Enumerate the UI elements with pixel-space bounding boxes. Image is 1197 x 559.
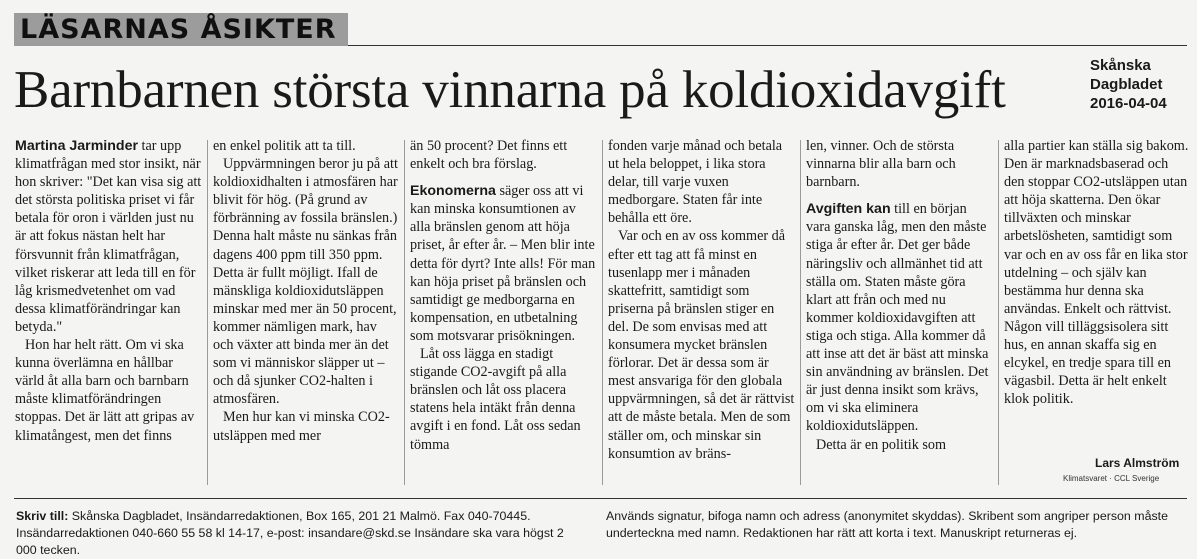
article-column-5 [806,137,994,454]
paragraph [410,345,598,454]
lead-in: Ekonomerna [410,183,496,200]
column-divider [404,140,405,485]
paragraph-text: Uppvärmningen beror ju på att koldioxidhalten i atmosfären har blivit för hög. (På grund av förbränning av fossila bränslen.) Denna halt måste nu sänkas från dagens 400 ppm till 350 ppm. Detta är fullt möjligt. Ifall de mänskliga koldioxidutsläppen minskar med mer än 50 procent, kommer nämligen mark, hav och växter att binda mer än det som vi människor släpper ut – och då sjunker CO2-halten i atmosfären. [213,156,398,408]
column-divider [207,140,208,485]
paragraph [806,200,994,435]
paragraph-text: Men hur kan vi minska CO2-utsläppen med mer [213,409,390,444]
paragraph [1004,137,1190,408]
paragraph [608,137,796,227]
paragraph-text: än 50 procent? Det finns ett enkelt och bra förslag. [410,138,568,173]
lead-in: Martina Jarminder [15,138,138,154]
paragraph [806,137,994,191]
article-column-3 [410,137,598,454]
paragraph [213,155,400,408]
paragraph [213,137,400,155]
footer-label: Skriv till: [16,509,69,523]
headline: Barnbarnen största vinnarna på koldioxidavgift [14,61,1006,119]
paper-name-line1: Skånska [1090,57,1151,74]
lead-in: Avgiften kan [806,201,891,218]
paper-name-line2: Dagbladet [1090,76,1163,93]
paragraph-text: Var och en av oss kommer då efter ett tag att få minst en tusenlapp mer i månaden skattefritt, samtidigt som priserna på bränslen stiger en del. De som envisas med att konsumera mycket bränslen förlorar. Det är dessa som är mest ansvariga för den globala uppvärmningen, så det är rättvist att de måste betala. Men de som ställer om, och minskar sin konsumtion av bräns- [608,228,795,462]
paragraph-text: Hon har helt rätt. Om vi ska kunna överlämna en hållbar värld åt alla barn och barnbarn måste klimatförändringen stoppas. Det är lätt att gripas av klimatångest, men det finns [15,337,195,444]
paragraph [410,137,598,173]
paragraph [213,408,400,444]
article-column-2 [213,137,400,445]
paragraph-text: tar upp klimatfrågan med stor insikt, när hon skriver: "Det kan visa sig att det största politiska priset vi får betala för oron i världen just nu är att fokus nästan helt har försvunnit från klimatfrågan, vilket riskerar att leda till en för låg krismedvetenhet om vad dessa klimatförändringar kan betyda." [15,138,202,335]
author-affiliation: Klimatsvaret · CCL Sverige [1063,474,1160,483]
footer-text: Skånska Dagbladet, Insändarredaktionen, Box 165, 201 21 Malmö. Fax 040-70445. Insändarredaktionen 040-660 55 58 kl 14-17, e-post: insandare@skd.se Insändare ska vara högst 2 000 tecken. [16,509,564,557]
section-header [14,13,348,46]
paragraph-text: alla partier kan ställa sig bakom. Den är marknadsbaserad och den stoppar CO2-utsläppen utan att höja skatterna. Den ökar tillväxten och minskar arbetslösheten, samtidigt som var och en av oss får en lika stor utdelning – och själv kan bestämma hur denna ska användas. Enkelt och rättvist. Någon vill tilläggsisolera sitt hus, en annan skaffa sig en elcykel, en tredje spara till en vägasbil. Detta är helt enkelt klok politik. [1004,138,1189,408]
paragraph-text: Detta är en politik som [816,436,947,453]
source-label [1090,56,1190,113]
column-divider [800,140,801,485]
submission-rules: Används signatur, bifoga namn och adress (anonymitet skyddas). Skribent som angriper person måste underteckna med namn. Redaktionen har rätt att korta i text. Manuskript returneras ej. [606,509,1169,540]
article-column-1 [15,137,203,445]
paragraph [15,137,203,336]
article-column-6 [1004,137,1190,408]
paragraph [608,227,796,462]
column-divider [602,140,603,485]
paragraph-text: en enkel politik att ta till. [213,138,356,154]
section-title: LÄSARNAS ÅSIKTER [20,14,337,45]
paragraph-text: len, vinner. Och de största vinnarna blir alla barn och barnbarn. [806,138,956,191]
bottom-rule [14,498,1187,499]
paragraph-text: Låt oss lägga en stadigt stigande CO2-avgift på alla bränslen och låt oss placera statens hela intäkt från denna avgift i en fond. Låt oss sedan tömma [410,346,581,453]
paragraph-text: fonden varje månad och betala ut hela beloppet, i lika stora delar, till varje vuxen medborgare. Staten får inte behålla ett öre. [608,138,783,227]
author-signature: Lars Almström [1095,456,1180,470]
publish-date: 2016-04-04 [1090,95,1167,112]
paragraph [15,336,203,445]
column-divider [998,140,999,485]
paragraph-text: säger oss att vi kan minska konsumtionen av alla bränslen genom att höja priset, år efter år. – Men blir inte detta för dyrt? Inte alls! För man kan höja priset på bränslen och samtidigt ge medborgarna en kompensation, en utbetalning som motsvarar prisökningen. [410,183,596,344]
article-column-4 [608,137,796,463]
paragraph-text: till en början vara ganska låg, men den måste stiga år efter år. Det ger både näringsliv och allmänhet tid att ställa om. Staten måste göra klart att från och med nu kommer koldioxidavgiften att stiga och stiga. Alla kommer då att inse att det är bäst att minska sin användning av bränslen. Det är just denna insikt som krävs, om vi ska eliminera koldioxidutsläppen. [806,201,989,435]
paragraph [410,182,598,345]
submission-info [16,508,586,559]
paragraph [806,436,994,454]
top-rule [348,45,1187,46]
